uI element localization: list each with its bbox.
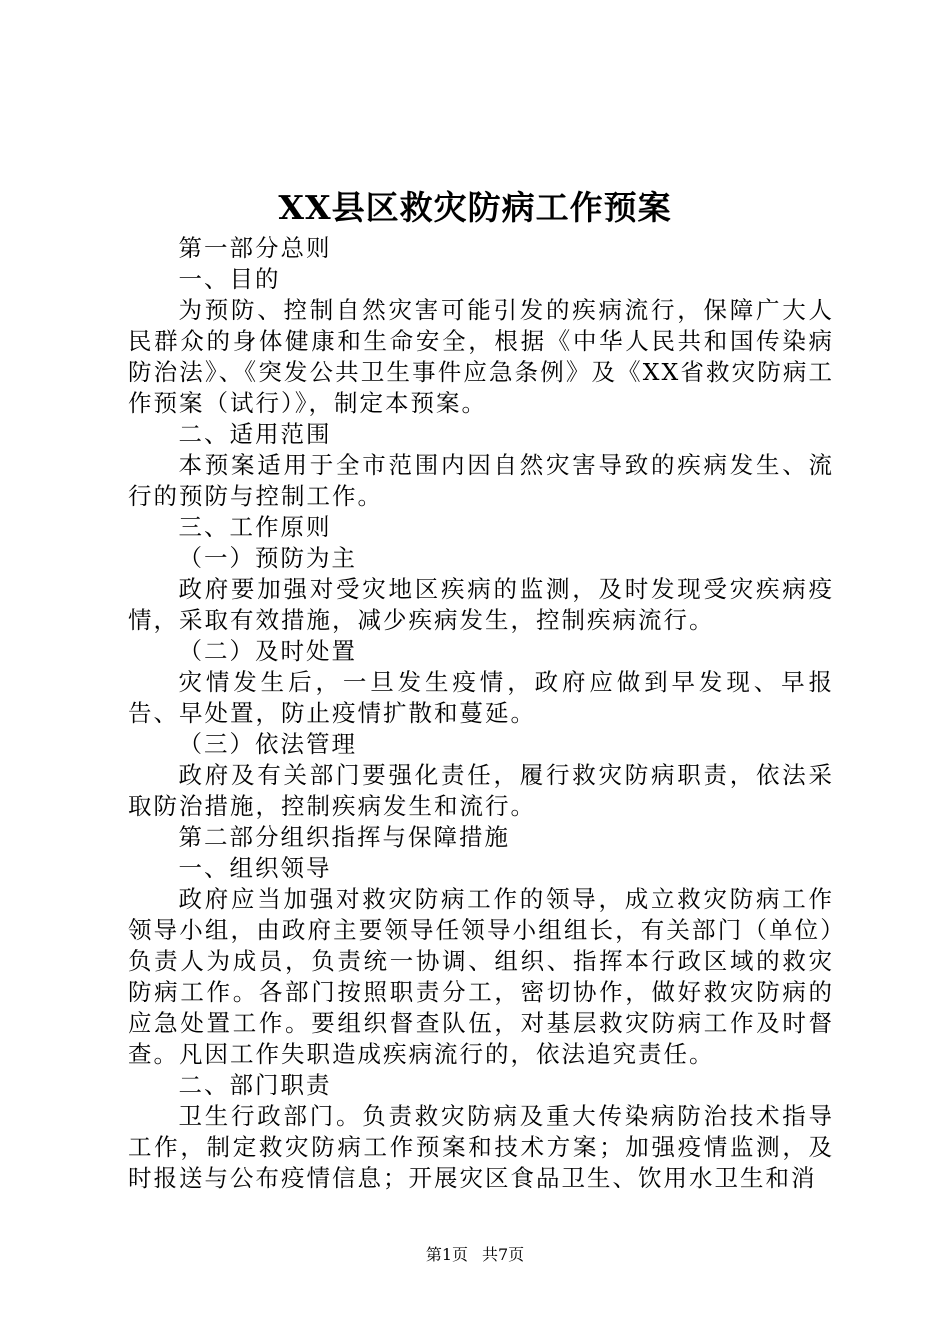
section-heading: 第二部分组织指挥与保障措施 (178, 823, 511, 851)
page-footer (0, 1244, 950, 1266)
page-total: 共7页 (482, 1245, 525, 1264)
subsection-heading: 三、工作原则 (178, 513, 332, 541)
paragraph: 政府要加强对受灾地区疾病的监测，及时发现受灾疾病疫情，采取有效措施，减少疾病发生，控制疾病流行。 (128, 575, 834, 634)
paragraph: 政府应当加强对救灾防病工作的领导，成立救灾防病工作领导小组，由政府主要领导任领导小组组长，有关部门（单位）负责人为成员，负责统一协调、组织、指挥本行政区域的救灾防病工作。各部门按照职责分工，密切协作，做好救灾防病的应急处置工作。要组织督查队伍，对基层救灾防病工作及时督查。凡因工作失职造成疾病流行的，依法追究责任。 (128, 885, 834, 1068)
subsection-heading: 二、适用范围 (178, 420, 332, 448)
paragraph: 政府及有关部门要强化责任，履行救灾防病职责，依法采取防治措施，控制疾病发生和流行。 (128, 761, 834, 820)
subsection-heading: 一、组织领导 (178, 854, 332, 882)
paragraph: 本预案适用于全市范围内因自然灾害导致的疾病发生、流行的预防与控制工作。 (128, 451, 834, 510)
paragraph: 卫生行政部门。负责救灾防病及重大传染病防治技术指导工作，制定救灾防病工作预案和技术方案；加强疫情监测，及时报送与公布疫情信息；开展灾区食品卫生、饮用水卫生和消 (128, 1102, 834, 1192)
subsection-heading: 一、目的 (178, 265, 281, 293)
paragraph: 灾情发生后，一旦发生疫情，政府应做到早发现、早报告、早处置，防止疫情扩散和蔓延。 (128, 668, 834, 727)
document-body (128, 233, 834, 1194)
page-number: 第1页 (425, 1245, 468, 1264)
item-heading: （三）依法管理 (178, 730, 358, 758)
item-heading: （一）预防为主 (178, 544, 358, 572)
section-heading: 第一部分总则 (178, 234, 332, 262)
item-heading: （二）及时处置 (178, 637, 358, 665)
subsection-heading: 二、部门职责 (178, 1071, 332, 1099)
paragraph: 为预防、控制自然灾害可能引发的疾病流行，保障广大人民群众的身体健康和生命安全，根据《中华人民共和国传染病防治法》、《突发公共卫生事件应急条例》及《XX省救灾防病工作预案（试行）》，制定本预案。 (128, 296, 834, 417)
document-title: XX县区救灾防病工作预案 (278, 188, 672, 227)
